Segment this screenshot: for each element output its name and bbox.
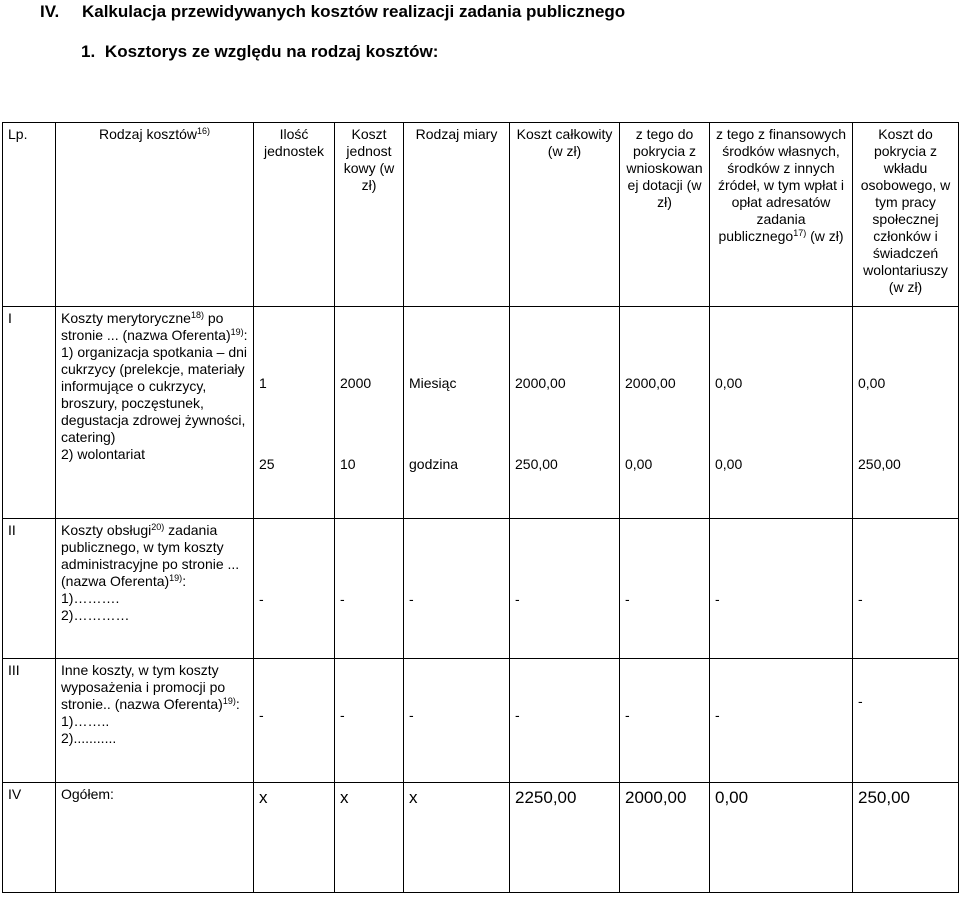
section-iii-ilosc-dash: - [259, 707, 264, 723]
footnote-16: 16) [197, 126, 211, 136]
section-iv-osobowy [853, 783, 959, 893]
section-i-calk [510, 307, 620, 519]
header-dotacja [620, 123, 710, 307]
header-ilosc [254, 123, 335, 307]
section-iii-finansowe [710, 659, 853, 783]
footnote-18: 18) [190, 310, 204, 320]
subsection-title: Kosztorys ze względu na rodzaj kosztów: [104, 42, 439, 61]
section-iii-koszt-jedn [335, 659, 404, 783]
section-ii-miara-dash: - [409, 591, 414, 607]
section-ii-ilosc-dash: - [259, 591, 264, 607]
section-ii-item1: 1)………. [61, 590, 120, 606]
section-i-desc-a: Koszty merytoryczne [61, 310, 191, 326]
section-ii-desc-c: : [182, 573, 187, 589]
section-iv-finansowe [710, 783, 853, 893]
section-iv-calk [510, 783, 620, 893]
section-i-item2: 2) wolontariat [61, 446, 146, 462]
footnote-19c: 19) [222, 696, 236, 706]
section-iv-ilosc-value: x [259, 788, 268, 807]
section-ii-desc [56, 519, 254, 659]
section-i-lp-label: I [8, 310, 12, 326]
section-heading [40, 2, 625, 22]
section-ii-dotacja [620, 519, 710, 659]
section-i-miara [404, 307, 510, 519]
subsection-number: 1. [81, 42, 96, 61]
section-iv-lp-label: IV [8, 786, 22, 802]
header-rodzaj-miary-label: Rodzaj miary [415, 126, 498, 142]
section-iii-osobowy [853, 659, 959, 783]
row2-finansowe: 0,00 [715, 456, 743, 472]
row1-finansowe: 0,00 [715, 375, 743, 391]
header-finansowe [710, 123, 853, 307]
row1-calk: 2000,00 [515, 375, 566, 391]
section-i-item1: 1) organizacja spotkania – dni cukrzycy (prelekcje, materiały informujące o cukrzycy, broszury, poczęstunek, degustacja zdrowej żywności, catering) [61, 344, 248, 445]
row2-miara: godzina [409, 456, 459, 472]
section-title: Kalkulacja przewidywanych kosztów realizacji zadania publicznego [81, 2, 626, 21]
row1-ilosc: 1 [259, 375, 267, 391]
section-iv-row [3, 783, 959, 893]
header-lp-label: Lp. [8, 126, 28, 142]
section-iii-ilosc [254, 659, 335, 783]
section-iii-lp [3, 659, 56, 783]
footnote-19b: 19) [169, 573, 183, 583]
section-i-desc-c: : [243, 327, 248, 343]
section-iv-miara [404, 783, 510, 893]
section-i-row [3, 307, 959, 519]
section-iv-dotacja [620, 783, 710, 893]
header-osobowy-label: Koszt do pokrycia z wkładu osobowego, w tym pracy społecznej członków i świadczeń wolontariuszy (w zł) [860, 126, 951, 295]
row2-dotacja: 0,00 [625, 456, 653, 472]
section-ii-osobowy [853, 519, 959, 659]
section-number: IV. [40, 2, 60, 21]
section-iii-desc [56, 659, 254, 783]
row2-ilosc: 25 [259, 456, 275, 472]
header-finansowe-unit: (w zł) [806, 228, 844, 244]
cost-estimate-table [2, 122, 959, 893]
footnote-20: 20) [151, 522, 165, 532]
section-ii-miara [404, 519, 510, 659]
section-ii-ilosc [254, 519, 335, 659]
section-iv-calk-value: 2250,00 [515, 788, 577, 807]
section-ii-calk-dash: - [515, 591, 520, 607]
section-ii-lp-label: II [8, 522, 16, 538]
section-i-osobowy [853, 307, 959, 519]
section-iv-koszt-jedn [335, 783, 404, 893]
footnote-19: 19) [230, 327, 244, 337]
header-row [3, 123, 959, 307]
section-iii-dotacja [620, 659, 710, 783]
row2-osobowy: 250,00 [858, 456, 901, 472]
header-koszt-jedn-label: Koszt jednost kowy (w zł) [343, 126, 395, 193]
section-ii-koszt-jedn [335, 519, 404, 659]
section-iii-desc-c: : [235, 696, 240, 712]
section-i-desc [56, 307, 254, 519]
header-koszt-calk [510, 123, 620, 307]
section-i-dotacja [620, 307, 710, 519]
row1-dotacja: 2000,00 [625, 375, 676, 391]
section-ii-finansowe [710, 519, 853, 659]
section-iii-row [3, 659, 959, 783]
section-iii-miara-dash: - [409, 707, 414, 723]
section-ii-dotacja-dash: - [625, 591, 630, 607]
row2-calk: 250,00 [515, 456, 558, 472]
section-iii-dotacja-dash: - [625, 707, 630, 723]
header-rodzaj-miary [404, 123, 510, 307]
section-ii-calk [510, 519, 620, 659]
section-ii-item2: 2)………… [61, 607, 130, 623]
section-iii-calk [510, 659, 620, 783]
section-iv-label: Ogółem: [61, 786, 114, 802]
section-iii-finansowe-dash: - [715, 707, 720, 723]
header-rodzaj-label: Rodzaj kosztów [98, 126, 198, 142]
row2-koszt-jedn: 10 [340, 456, 356, 472]
header-osobowy [853, 123, 959, 307]
section-ii-finansowe-dash: - [715, 591, 720, 607]
footnote-17: 17) [793, 228, 807, 238]
section-i-desc-b: po stronie ... (nazwa Oferenta) [61, 310, 231, 343]
subsection-heading [81, 42, 438, 62]
section-ii-row [3, 519, 959, 659]
header-ilosc-label: Ilość jednostek [264, 126, 324, 159]
section-iii-osobowy-dash: - [858, 693, 863, 709]
header-finansowe-label: z tego z finansowych środków własnych, środków z innych źródeł, w tym wpłat i opłat adresatów zadania publicznego [716, 126, 846, 244]
header-dotacja-label: z tego do pokrycia z wnioskowan ej dotacji (w zł) [626, 126, 703, 210]
section-iii-item2: 2)........... [61, 730, 117, 746]
section-iv-ilosc [254, 783, 335, 893]
row1-miara: Miesiąc [409, 375, 457, 391]
section-iv-koszt-jedn-value: x [340, 788, 349, 807]
section-i-ilosc [254, 307, 335, 519]
section-ii-desc-b: zadania publicznego, w tym koszty administracyjne po stronie ... (nazwa Oferenta) [61, 522, 240, 589]
section-ii-lp [3, 519, 56, 659]
section-iv-lp [3, 783, 56, 893]
header-rodzaj [56, 123, 254, 307]
header-koszt-jedn [335, 123, 404, 307]
section-iii-desc-a: Inne koszty, w tym koszty wyposażenia i promocji po stronie.. (nazwa Oferenta) [61, 662, 226, 712]
header-lp [3, 123, 56, 307]
section-iii-miara [404, 659, 510, 783]
row1-koszt-jedn: 2000 [340, 375, 372, 391]
section-ii-osobowy-dash: - [858, 591, 863, 607]
row1-osobowy: 0,00 [858, 375, 886, 391]
section-iv-desc [56, 783, 254, 893]
section-i-finansowe [710, 307, 853, 519]
section-iv-miara-value: x [409, 788, 418, 807]
section-i-lp [3, 307, 56, 519]
section-ii-koszt-jedn-dash: - [340, 591, 345, 607]
section-iii-item1: 1)…….. [61, 713, 110, 729]
section-iv-finansowe-value: 0,00 [715, 788, 749, 807]
section-iii-koszt-jedn-dash: - [340, 707, 345, 723]
section-iv-osobowy-value: 250,00 [858, 788, 910, 807]
section-iv-dotacja-value: 2000,00 [625, 788, 687, 807]
section-ii-desc-a: Koszty obsługi [61, 522, 152, 538]
section-iii-calk-dash: - [515, 707, 520, 723]
section-iii-lp-label: III [8, 662, 20, 678]
section-i-koszt-jedn [335, 307, 404, 519]
header-koszt-calk-label: Koszt całkowity (w zł) [516, 126, 613, 159]
